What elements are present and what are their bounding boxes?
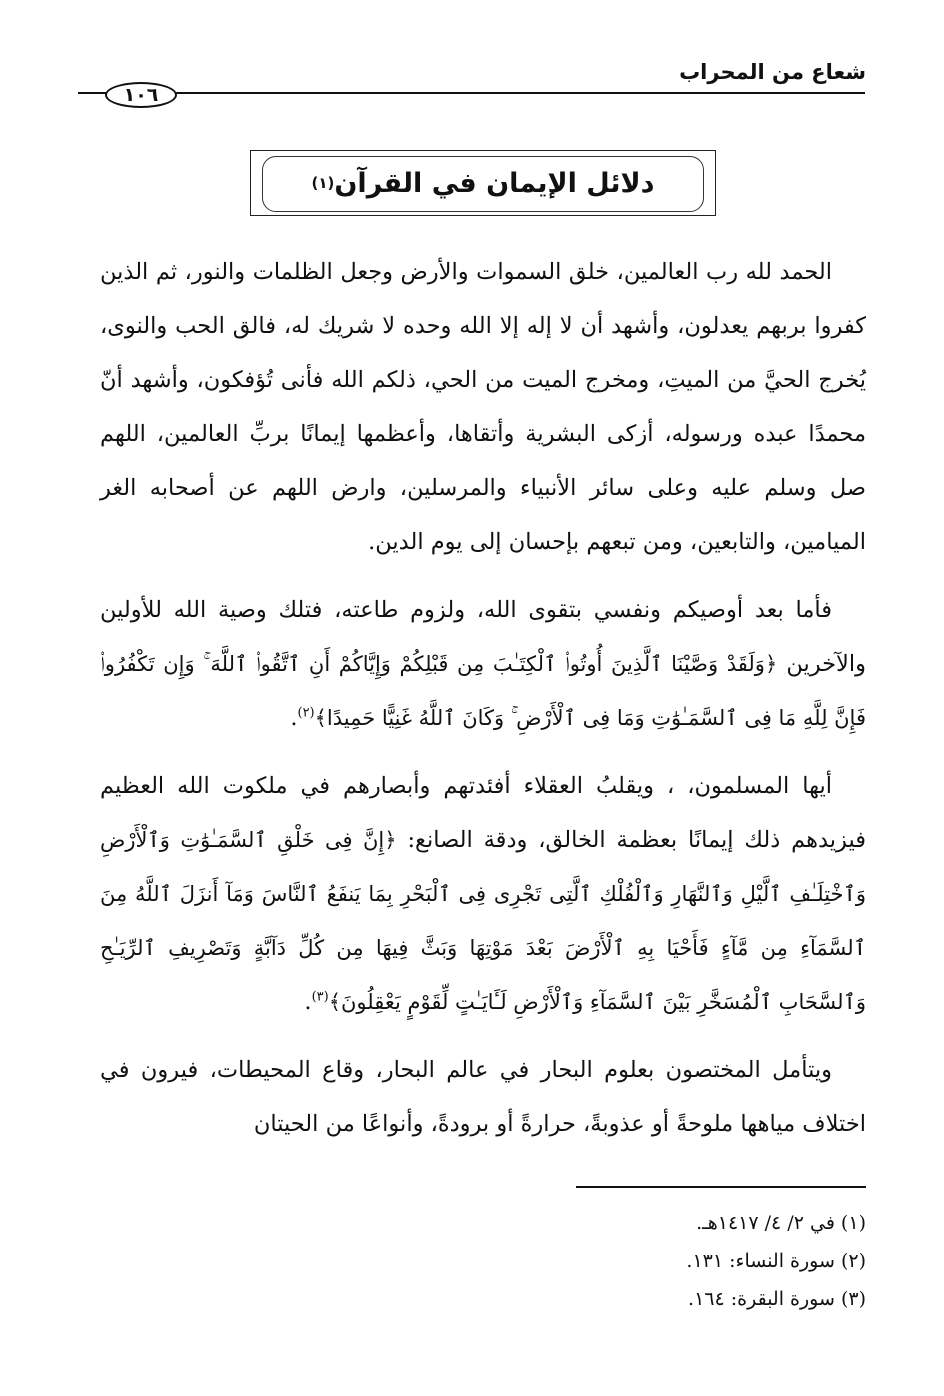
running-title: شعاع من المحراب — [679, 60, 866, 84]
chapter-title-footnote-marker: (١) — [311, 174, 335, 192]
paragraph-3-intro: أيها المسلمون، ، ويقلبُ العقلاء أفئدتهم وأبصارهم في ملكوت الله العظيم فيزيدهم ذلك إيمانًا بعظمة الخالق، ودقة الصانع: — [100, 773, 867, 853]
chapter-title — [250, 150, 716, 216]
paragraph-2: فأما بعد أوصيكم ونفسي بتقوى الله، ولزوم طاعته، فتلك وصية الله للأولين والآخرين ﴿وَلَقَدْ وَصَّيْنَا ٱلَّذِينَ أُوتُوا۟ ٱلْكِتَـٰبَ مِن قَبْلِكُمْ وَإِيَّاكُمْ أَنِ ٱتَّقُوا۟ ٱللَّهَ ۚ وَإِن تَكْفُرُوا۟ فَإِنَّ لِلَّهِ مَا فِى ٱلسَّمَـٰوَٰتِ وَمَا فِى ٱلْأَرْضِ ۚ وَكَانَ ٱللَّهُ غَنِيًّا حَمِيدًا﴾$^{(٢)}$. — [100, 597, 866, 731]
body-text — [100, 245, 866, 1165]
footnote-rule — [576, 1186, 866, 1188]
paragraph-4: ويتأمل المختصون بعلوم البحار في عالم البحار، وقاع المحيطات، فيرون في اختلاف مياهها ملوحةً أو عذوبةً، حرارةً أو برودةً، وأنواعًا من الحيتان — [100, 1057, 866, 1137]
paragraph-3: أيها المسلمون، ، ويقلبُ العقلاء أفئدتهم وأبصارهم في ملكوت الله العظيم فيزيدهم ذلك إيمانًا بعظمة الخالق، ودقة الصانع: ﴿إِنَّ فِى خَلْقِ ٱلسَّمَـٰوَٰتِ وَٱلْأَرْضِ وَٱخْتِلَـٰفِ ٱلَّيْلِ وَٱلنَّهَارِ وَٱلْفُلْكِ ٱلَّتِى تَجْرِى فِى ٱلْبَحْرِ بِمَا يَنفَعُ ٱلنَّاسَ وَمَآ أَنزَلَ ٱللَّهُ مِنَ ٱلسَّمَآءِ مِن مَّآءٍ فَأَحْيَا بِهِ ٱلْأَرْضَ بَعْدَ مَوْتِهَا وَبَثَّ فِيهَا مِن كُلِّ دَآبَّةٍ وَتَصْرِيفِ ٱلرِّيَـٰحِ وَٱلسَّحَابِ ٱلْمُسَخَّرِ بَيْنَ ٱلسَّمَآءِ وَٱلْأَرْضِ لَـَٔايَـٰتٍ لِّقَوْمٍ يَعْقِلُونَ﴾$^{(٣)}$. — [100, 773, 867, 1015]
quran-verse-nisa: ﴿وَلَقَدْ وَصَّيْنَا ٱلَّذِينَ أُوتُوا۟ ٱلْكِتَـٰبَ مِن قَبْلِكُمْ وَإِيَّاكُمْ أَنِ ٱتَّقُوا۟ ٱللَّهَ ۚ وَإِن تَكْفُرُوا۟ فَإِنَّ لِلَّهِ مَا فِى ٱلسَّمَـٰوَٰتِ وَمَا فِى ٱلْأَرْضِ ۚ وَكَانَ ٱللَّهُ غَنِيًّا حَمِيدًا﴾ — [100, 652, 866, 730]
header-rule — [78, 92, 865, 94]
footnote-ref-2: (٢) — [297, 705, 315, 721]
page-number: ١٠٦ — [105, 82, 177, 108]
footnote-ref-3: (٣) — [311, 989, 329, 1005]
quran-verse-baqara: ﴿إِنَّ فِى خَلْقِ ٱلسَّمَـٰوَٰتِ وَٱلْأَرْضِ وَٱخْتِلَـٰفِ ٱلَّيْلِ وَٱلنَّهَارِ وَٱلْفُلْكِ ٱلَّتِى تَجْرِى فِى ٱلْبَحْرِ بِمَا يَنفَعُ ٱلنَّاسَ وَمَآ أَنزَلَ ٱللَّهُ مِنَ ٱلسَّمَآءِ مِن مَّآءٍ فَأَحْيَا بِهِ ٱلْأَرْضَ بَعْدَ مَوْتِهَا وَبَثَّ فِيهَا مِن كُلِّ دَآبَّةٍ وَتَصْرِيفِ ٱلرِّيَـٰحِ وَٱلسَّحَابِ ٱلْمُسَخَّرِ بَيْنَ ٱلسَّمَآءِ وَٱلْأَرْضِ لَـَٔايَـٰتٍ لِّقَوْمٍ يَعْقِلُونَ﴾ — [100, 828, 866, 1014]
chapter-title-text: دلائل الإيمان في القرآن — [334, 167, 655, 199]
footnote-2: (٢) سورة النساء: ١٣١. — [686, 1250, 866, 1272]
footnotes — [366, 1204, 866, 1318]
paragraph-1: الحمد لله رب العالمين، خلق السموات والأرض وجعل الظلمات والنور، ثم الذين كفروا بربهم يعدلون، وأشهد أن لا إله إلا الله وحده لا شريك له، فالق الحب والنوى، يُخرج الحيَّ من الميتِ، ومخرج الميت من الحي، ذلكم الله فأنى تُؤفكون، وأشهد أنّ محمدًا عبده ورسوله، أزكى البشرية وأتقاها، وأعظمها إيمانًا بربِّ العالمين، اللهم صل وسلم عليه وعلى سائر الأنبياء والمرسلين، وارض اللهم عن أصحابه الغر الميامين، والتابعين، ومن تبعهم بإحسان إلى يوم الدين. — [100, 259, 866, 555]
footnote-3: (٣) سورة البقرة: ١٦٤. — [688, 1288, 866, 1310]
paragraph-2-intro: فأما بعد أوصيكم ونفسي بتقوى الله، ولزوم طاعته، فتلك وصية الله للأولين والآخرين — [100, 597, 866, 677]
footnote-1: (١) في ٢/ ٤/ ١٤١٧هـ. — [696, 1212, 866, 1234]
